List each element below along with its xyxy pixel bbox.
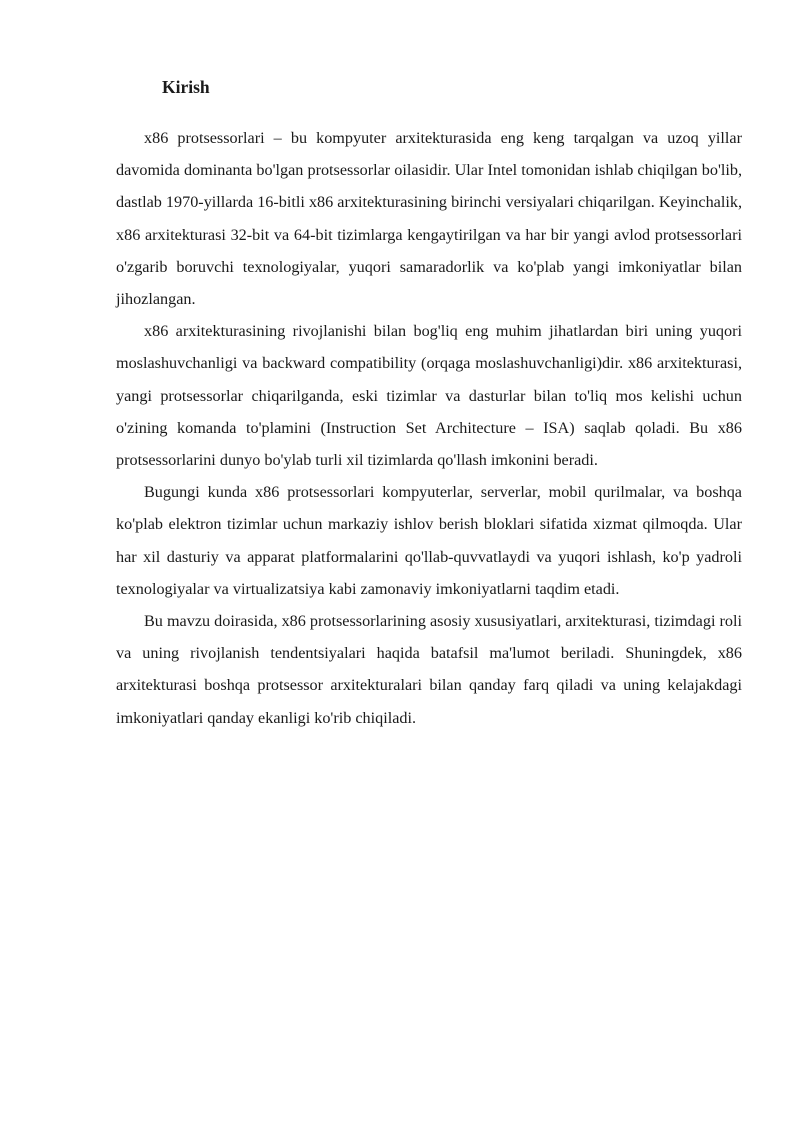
paragraph: x86 protsessorlari – bu kompyuter arxitekturasida eng keng tarqalgan va uzoq yillar davomida dominanta bo'lgan protsessorlar oilasidir. Ular Intel tomonidan ishlab chiqilgan bo'lib, dastlab 1970-yillarda 16-bitli x86 arxitekturasining birinchi versiyalari chiqarilgan. Keyinchalik, x86 arxitekturasi 32-bit va 64-bit tizimlarga kengaytirilgan va har bir yangi avlod protsessorlari o'zgarib boruvchi texnologiyalar, yuqori samaradorlik va ko'plab yangi imkoniyatlar bilan jihozlangan. [116, 129, 742, 309]
paragraph: Bugungi kunda x86 protsessorlari kompyuterlar, serverlar, mobil qurilmalar, va boshqa ko'plab elektron tizimlar uchun markaziy ishlov berish bloklari sifatida xizmat qilmoqda. Ular har xil dasturiy va apparat platformalarini qo'llab-quvvatlaydi va yuqori ishlash, ko'p yadroli texnologiyalar va virtualizatsiya kabi zamonaviy imkoniyatlarni taqdim etadi. [116, 483, 742, 598]
body-text [116, 122, 742, 734]
paragraph: Bu mavzu doirasida, x86 protsessorlarining asosiy xususiyatlari, arxitekturasi, tizimdagi roli va uning rivojlanish tendentsiyalari haqida batafsil ma'lumot beriladi. Shuningdek, x86 arxitekturasi boshqa protsessor arxitekturalari bilan qanday farq qiladi va uning kelajakdagi imkoniyatlari qanday ekanligi ko'rib chiqiladi. [116, 612, 742, 727]
paragraph: x86 arxitekturasining rivojlanishi bilan bog'liq eng muhim jihatlardan biri uning yuqori moslashuvchanligi va backward compatibility (orqaga moslashuvchanligi)dir. x86 arxitekturasi, yangi protsessorlar chiqarilganda, eski tizimlar va dasturlar bilan to'liq mos kelishi uchun o'zining komanda to'plamini (Instruction Set Architecture – ISA) saqlab qoladi. Bu x86 protsessorlarini dunyo bo'ylab turli xil tizimlarda qo'llash imkonini beradi. [116, 322, 742, 470]
section-heading: Kirish [162, 77, 210, 97]
